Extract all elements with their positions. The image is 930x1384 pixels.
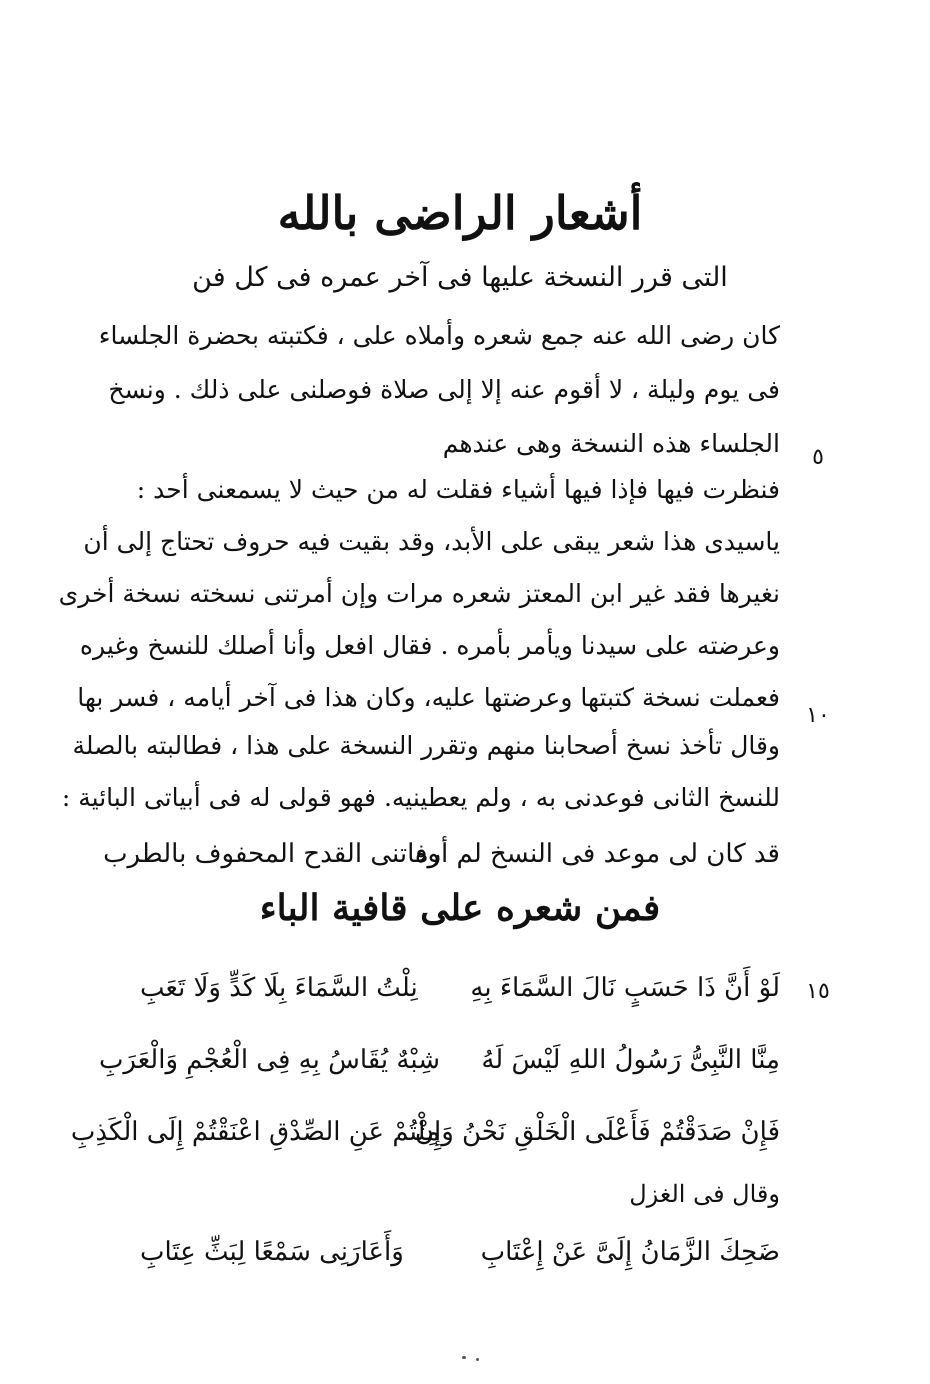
ghazal-intro: وقال فى الغزل <box>629 1180 780 1208</box>
scan-speck <box>476 1358 479 1361</box>
ghazal-verse <box>140 1222 780 1282</box>
verse-1-second-hemistich: نِلْتُ السَّمَاءَ بِلَا كَدٍّ وَلَا تَعَبِ <box>140 973 418 1003</box>
intro-line-4: فنظرت فيها فإذا فيها أشياء فقلت له من حيث لا يسمعنى أحد : <box>136 475 780 504</box>
poem-verse-2 <box>98 1030 780 1090</box>
intro-line-1: كان رضى الله عنه جمع شعره وأملاه على ، فكتبته بحضرة الجلساء <box>98 321 780 350</box>
verse-1-first-hemistich: لَوْ أَنَّ ذَا حَسَبٍ نَالَ السَّمَاءَ بِهِ <box>470 973 780 1003</box>
ghazal-verse-second-hemistich: وَأَعَارَنِى سَمْعًا لِبَثِّ عِتَابِ <box>140 1237 404 1267</box>
intro-verse <box>103 824 780 884</box>
line-number-10: ١٠ <box>806 703 830 728</box>
verse-2-second-hemistich: شِبْهٌ يُقَاسُ بِهِ فِى الْعُجْمِ وَالْعَرَبِ <box>98 1045 440 1075</box>
intro-line-5: ياسيدى هذا شعر يبقى على الأبد، وقد بقيت فيه حروف تحتاج إلى أن <box>83 527 780 556</box>
scan-speck <box>462 1356 466 1359</box>
poem-verse-3 <box>70 1102 780 1162</box>
intro-line-9: وقال تأخذ نسخ أصحابنا منهم وتقرر النسخة على هذا ، فطالبته بالصلة <box>72 731 780 760</box>
intro-line-3: الجلساء هذه النسخة وهى عندهم <box>442 429 780 458</box>
verse-3-second-hemistich: مِلْتُمْ عَنِ الصِّدْقِ اعْنَقْتُمْ إِلَى الْكَذِبِ <box>70 1117 440 1147</box>
poem-verse-1 <box>140 958 780 1018</box>
intro-line-6: نغيرها فقد غير ابن المعتز شعره مرات وإن أمرتنى نسخته نسخة أخرى <box>58 579 780 608</box>
page-subtitle: التى قرر النسخة عليها فى آخر عمره فى كل فن <box>192 262 728 293</box>
ghazal-verse-first-hemistich: ضَحِكَ الزَّمَانُ إِلَىَّ عَنْ إِعْتَابِ <box>480 1237 780 1267</box>
intro-line-2: فى يوم وليلة ، لا أقوم عنه إلا إلى صلاة فوصلنى على ذلك . ونسخ <box>108 375 780 404</box>
intro-line-10: للنسخ الثانى فوعدنى به ، ولم يعطينيه. فهو قولى له فى أبياتى البائية : <box>61 783 780 812</box>
intro-line-7: وعرضته على سيدنا ويأمر بأمره . فقال افعل وأنا أصلك للنسخ وغيره <box>79 631 780 660</box>
page-title: أشعار الراضى بالله <box>277 186 643 240</box>
section-heading: فمن شعره على قافية الباء <box>259 887 661 929</box>
line-number-5: ٥ <box>812 445 824 470</box>
intro-verse-first-hemistich: قد كان لى موعد فى النسخ لم أره <box>414 839 780 869</box>
verse-2-first-hemistich: مِنَّا النَّبِىُّ رَسُولُ اللهِ لَيْسَ لَهُ <box>481 1045 780 1075</box>
intro-line-8: فعملت نسخة كتبتها وعرضتها عليه، وكان هذا فى آخر أيامه ، فسر بها <box>77 683 780 712</box>
intro-verse-second-hemistich: وفاتنى القدح المحفوف بالطرب <box>103 839 440 869</box>
verse-3-first-hemistich: فَإِنْ صَدَقْتُمْ فَأَعْلَى الْخَلْقِ نَحْنُ وَإِنْ <box>414 1117 780 1147</box>
line-number-15: ١٥ <box>806 979 830 1004</box>
